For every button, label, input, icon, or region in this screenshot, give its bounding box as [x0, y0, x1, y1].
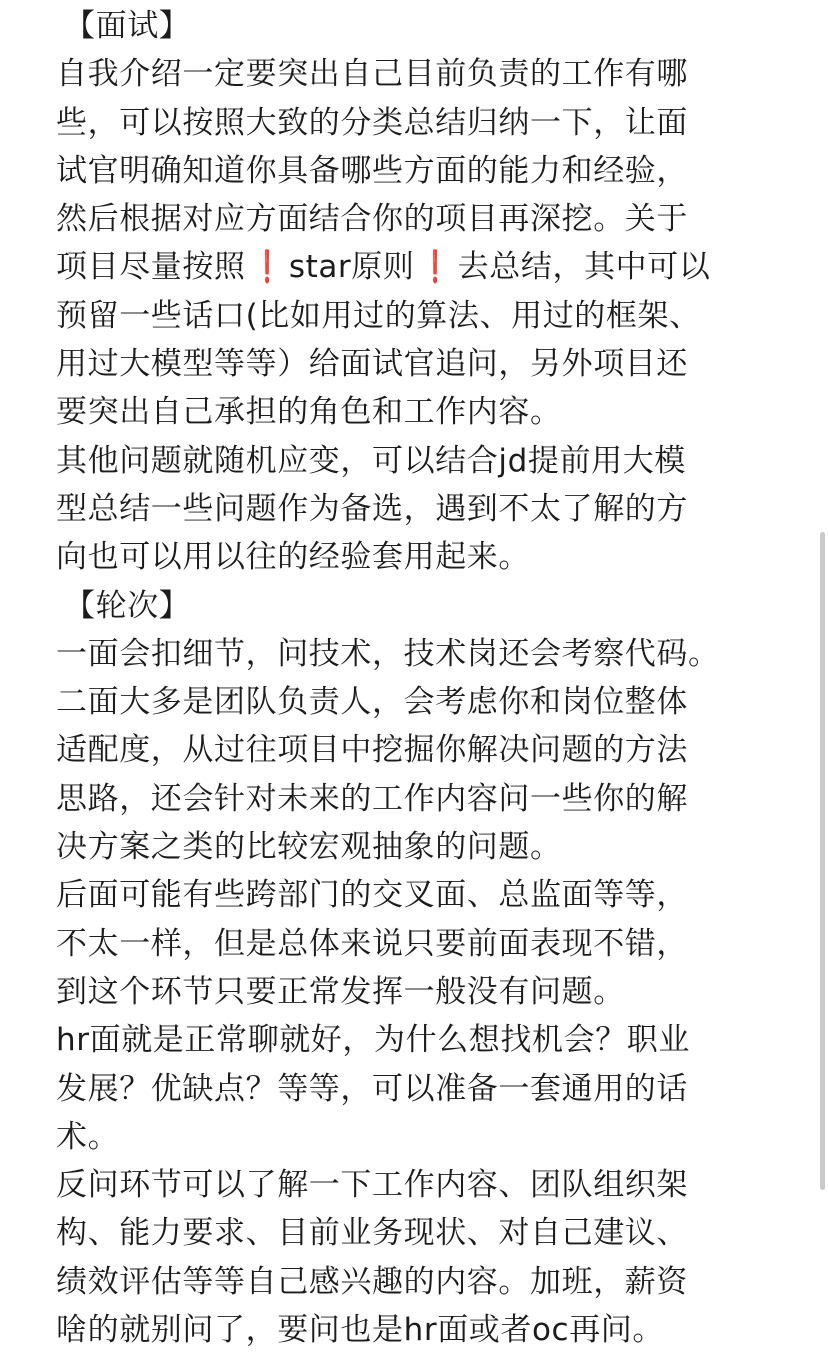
text-line: 用过大模型等等）给面试官追问，另外项目还: [56, 346, 688, 383]
text-line: 其他问题就随机应变，可以结合jd提前用大模: [56, 442, 686, 479]
text-line: 自我介绍一定要突出自己目前负责的工作有哪: [56, 56, 688, 93]
text-line: 试官明确知道你具备哪些方面的能力和经验，: [56, 152, 688, 189]
text-line: 发展？优缺点？等等，可以准备一套通用的话: [56, 1070, 688, 1107]
text-line: 构、能力要求、目前业务现状、对自己建议、: [56, 1215, 688, 1252]
text-line: 思路，还会针对未来的工作内容问一些你的解: [56, 780, 688, 817]
text-line: 然后根据对应方面结合你的项目再深挖。关于: [56, 201, 688, 238]
text-line: 不太一样，但是总体来说只要前面表现不错，: [56, 925, 688, 962]
text-line: 术。: [56, 1118, 120, 1155]
section-heading-interview: 【面试】: [64, 8, 191, 44]
text-line: 预留一些话口(比如用过的算法、用过的框架、: [56, 297, 701, 334]
exclamation-icon: ❗: [255, 249, 279, 286]
text-line: 决方案之类的比较宏观抽象的问题。: [56, 829, 562, 866]
text-line: 反问环节可以了解一下工作内容、团队组织架: [56, 1167, 688, 1204]
text-line: 二面大多是团队负责人，会考虑你和岗位整体: [56, 684, 688, 721]
text-line: 要突出自己承担的角色和工作内容。: [56, 394, 562, 431]
text-fragment: star原则: [288, 249, 415, 286]
text-fragment: 项目尽量按照: [56, 249, 246, 286]
text-line: 些，可以按照大致的分类总结归纳一下，让面: [56, 104, 688, 141]
text-line: 向也可以用以往的经验套用起来。: [56, 539, 530, 576]
text-line: 型总结一些问题作为备选，遇到不太了解的方: [56, 490, 688, 527]
scrollbar[interactable]: [820, 532, 825, 1190]
text-fragment: 去总结，其中可以: [457, 249, 711, 286]
note-body: [56, 2, 768, 1354]
exclamation-icon: ❗: [424, 249, 448, 286]
text-line: 啥的就别问了，要问也是hr面或者oc再问。: [56, 1312, 665, 1349]
section-heading-rounds: 【轮次】: [64, 587, 191, 624]
text-line: 后面可能有些跨部门的交叉面、总监面等等，: [56, 877, 688, 914]
text-line: hr面就是正常聊就好，为什么想找机会？职业: [56, 1022, 690, 1059]
star-line: [56, 243, 768, 291]
text-line: 绩效评估等等自己感兴趣的内容。加班，薪资: [56, 1263, 688, 1300]
text-line: 适配度，从过往项目中挖掘你解决问题的方法: [56, 732, 688, 769]
text-line: 一面会扣细节，问技术，技术岗还会考察代码。: [56, 635, 720, 672]
text-line: 到这个环节只要正常发挥一般没有问题。: [56, 973, 625, 1010]
